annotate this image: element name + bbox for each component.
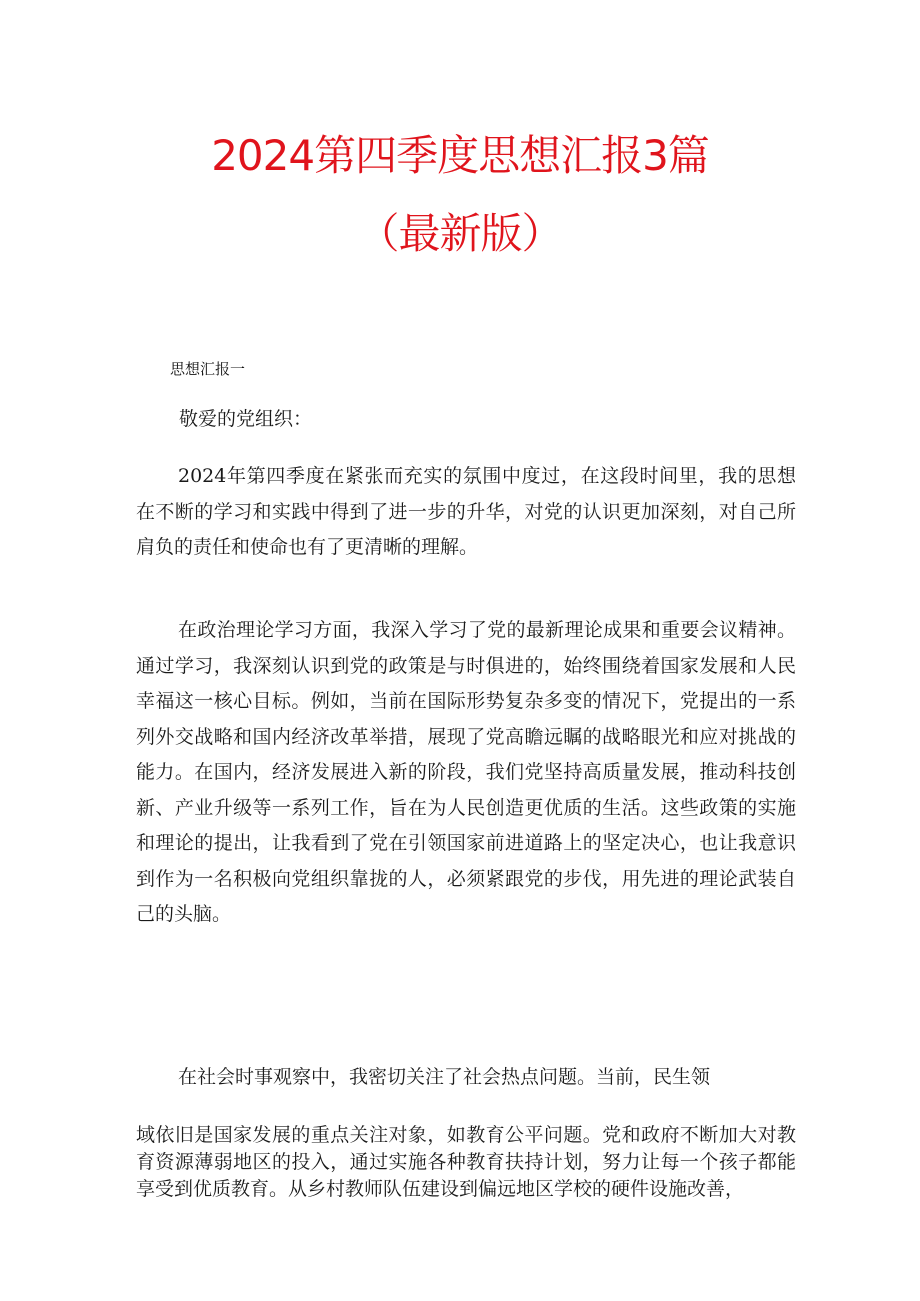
document-title: 2024第四季度思想汇报3篇 — [211, 131, 709, 180]
document-subtitle: （最新版） — [357, 209, 563, 258]
paragraph-3-continuation: 域依旧是国家发展的重点关注对象，如教育公平问题。党和政府不断加大对教育资源薄弱地区的投入，通过实施各种教育扶持计划，努力让每一个孩子都能享受到优质教育。从乡村教师队伍建设到偏远地区学校的硬件设施改善， — [136, 1124, 796, 1200]
salutation: 敬爱的党组织： — [179, 408, 313, 430]
paragraph-1: 2024年第四季度在紧张而充实的氛围中度过，在这段时间里，我的思想在不断的学习和实践中得到了进一步的升华，对党的认识更加深刻，对自己所肩负的责任和使命也有了更清晰的理解。 — [136, 465, 796, 558]
paragraph-3-first-line: 在社会时事观察中，我密切关注了社会热点问题。当前，民生领 — [178, 1066, 711, 1088]
paragraph-2: 在政治理论学习方面，我深入学习了党的最新理论成果和重要会议精神。通过学习，我深刻认识到党的政策是与时俱进的，始终围绕着国家发展和人民幸福这一核心目标。例如，当前在国际形势复杂多变的情况下，党提出的一系列外交战略和国内经济改革举措，展现了党高瞻远瞩的战略眼光和应对挑战的能力。在国内，经济发展进入新的阶段，我们党坚持高质量发展，推动科技创新、产业升级等一系列工作，旨在为人民创造更优质的生活。这些政策的实施和理论的提出，让我看到了党在引领国家前进道路上的坚定决心，也让我意识到作为一名积极向党组织靠拢的人，必须紧跟党的步伐，用先进的理论武装自己的头脑。 — [136, 619, 796, 925]
section-heading: 思想汇报一 — [170, 360, 246, 378]
